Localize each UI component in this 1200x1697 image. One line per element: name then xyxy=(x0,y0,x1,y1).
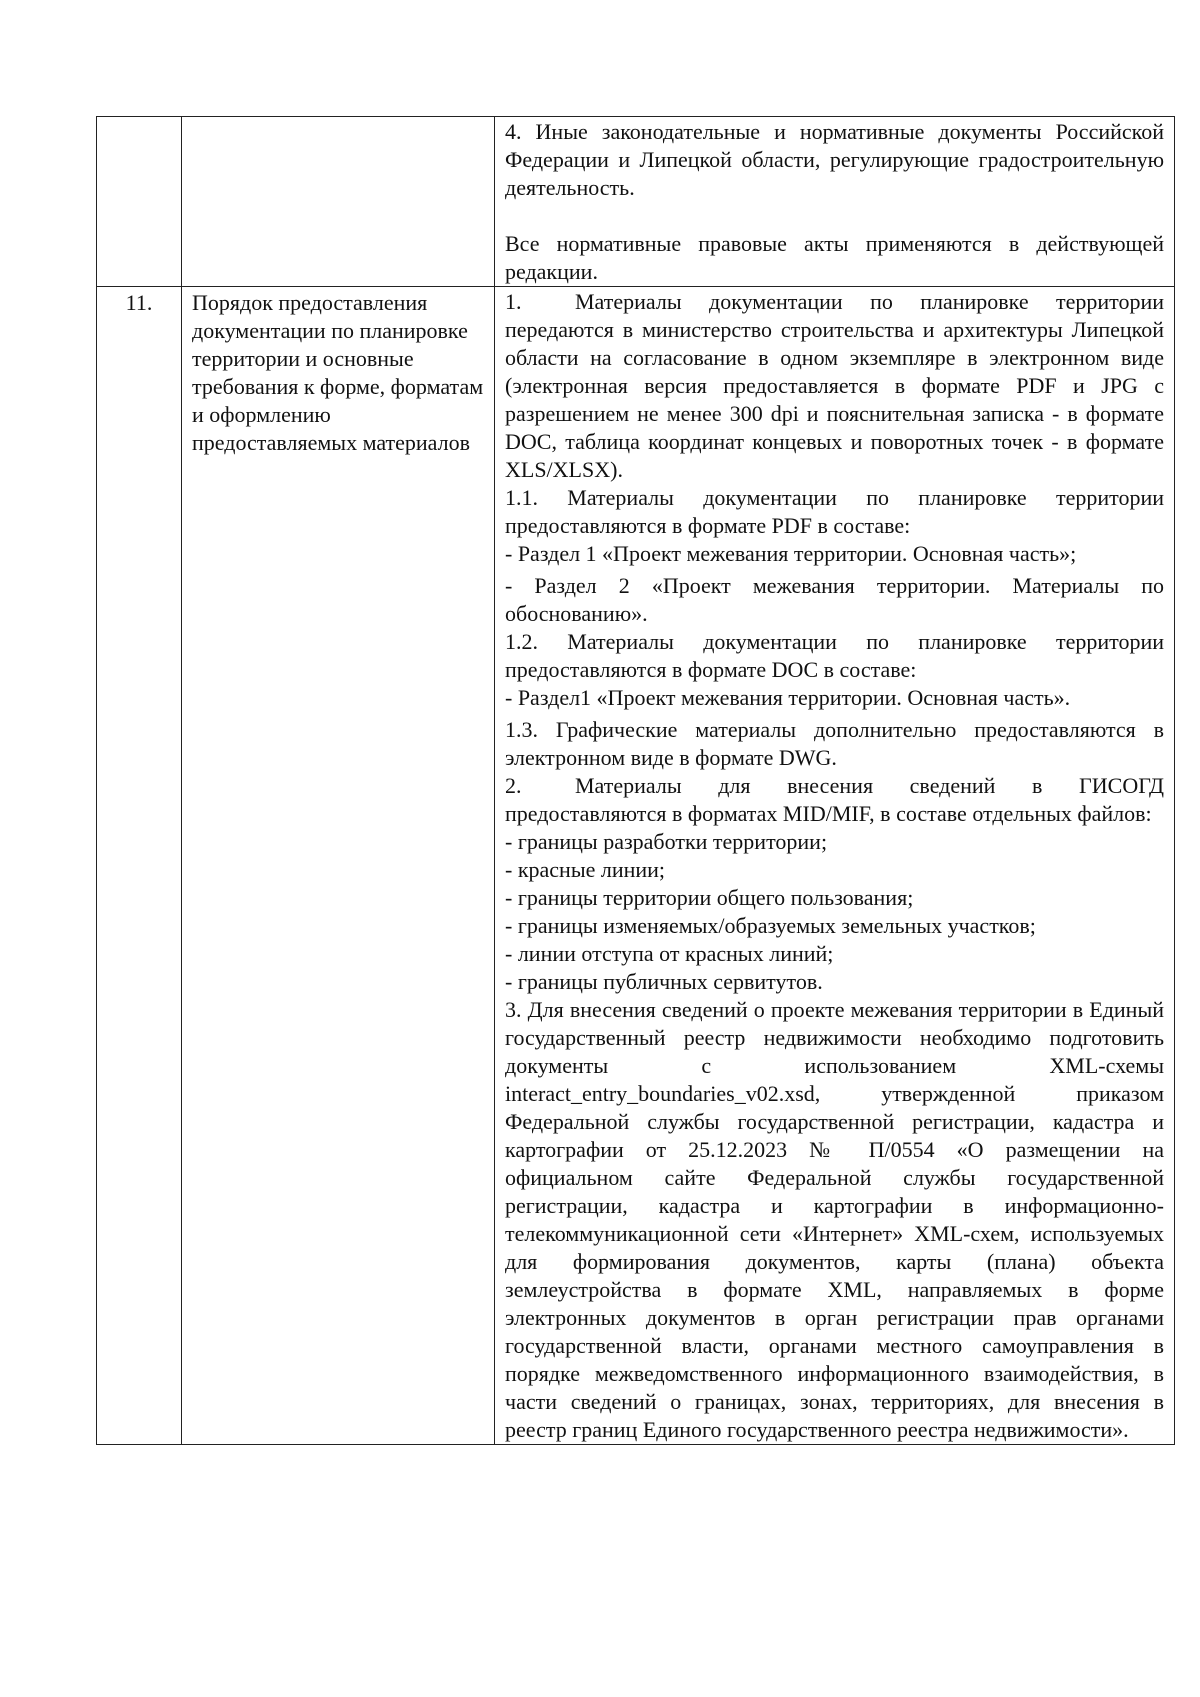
list-item: - линии отступа от красных линий; xyxy=(505,941,834,966)
row-title-cell xyxy=(182,117,495,287)
row-number-cell xyxy=(97,117,182,287)
item-text: Материалы для внесения сведений в ГИСОГД предоставляются в форматах MID/MIF, в составе отдельных файлов: xyxy=(505,773,1164,826)
row-title xyxy=(182,117,494,119)
list-item: - границы территории общего пользования; xyxy=(505,885,914,910)
paragraph: 4. Иные законодательные и нормативные документы Российской Федерации и Липецкой области, регулирующие градостроительную деятельность. xyxy=(505,119,1164,200)
list-item: - красные линии; xyxy=(505,857,666,882)
row-body xyxy=(495,287,1174,1444)
list-item: - Раздел 1 «Проект межевания территории. Основная часть»; xyxy=(505,541,1077,566)
paragraph-item-1-1: 1.1. Материалы документации по планировке территории предоставляются в формате PDF в составе: xyxy=(505,485,1164,538)
paragraph-item-1-2: 1.2. Материалы документации по планировке территории предоставляются в формате DOC в составе: xyxy=(505,629,1164,682)
row-body xyxy=(495,117,1174,286)
item-number: 1. xyxy=(505,289,522,314)
list-item: - Раздел1 «Проект межевания территории. Основная часть». xyxy=(505,685,1071,710)
row-body-cell xyxy=(495,117,1175,287)
list-item: - границы изменяемых/образуемых земельных участков; xyxy=(505,913,1036,938)
requirements-table xyxy=(96,116,1175,1445)
table-row xyxy=(97,117,1175,287)
paragraph-item-1 xyxy=(505,288,1164,484)
row-title-cell xyxy=(182,287,495,1445)
item-number: 2. xyxy=(505,773,522,798)
paragraph-item-1-3: 1.3. Графические материалы дополнительно предоставляются в электронном виде в формате DWG. xyxy=(505,717,1164,770)
list-item: - Раздел 2 «Проект межевания территории. Материалы по обоснованию». xyxy=(505,573,1164,626)
row-number: 11. xyxy=(125,290,153,315)
row-number xyxy=(97,117,181,119)
item-text: Материалы документации по планировке территории передаются в министерство строительства и архитектуры Липецкой области на согласование в одном экземпляре в электронном виде (электронная версия предоставляется в формате PDF и JPG с разрешением не менее 300 dpi и пояснительная записка - в формате DOC, таблица координат концевых и поворотных точек - в формате XLS/XLSX). xyxy=(505,289,1164,482)
list-item: - границы разработки территории; xyxy=(505,829,828,854)
paragraph: Все нормативные правовые акты применяются в действующей редакции. xyxy=(505,231,1164,284)
paragraph-item-2 xyxy=(505,772,1164,828)
row-body-cell xyxy=(495,287,1175,1445)
table-row xyxy=(97,287,1175,1445)
paragraph-item-3: 3. Для внесения сведений о проекте межевания территории в Единый государственный реестр недвижимости необходимо подготовить документы с использованием XML-схемы interact_entry_boundaries_v02.xsd, утвержденной приказом Федеральной службы государственной регистрации, кадастра и картографии от 25.12.2023 № П/0554 «О размещении на официальном сайте Федеральной службы государственной регистрации, кадастра и картографии в информационно-телекоммуникационной сети «Интернет» XML-схем, используемых для формирования документов, карты (плана) объекта землеустройства в формате XML, направляемых в форме электронных документов в орган регистрации прав органами государственной власти, органами местного самоуправления в порядке межведомственного информационного взаимодействия, в части сведений о границах, зонах, территориях, для внесения в реестр границ Единого государственного реестра недвижимости». xyxy=(505,997,1164,1442)
list-item: - границы публичных сервитутов. xyxy=(505,969,823,994)
row-number-cell xyxy=(97,287,182,1445)
row-title: Порядок предоставления документации по планировке территории и основные требования к форме, форматам и оформлению предоставляемых материалов xyxy=(192,290,484,455)
